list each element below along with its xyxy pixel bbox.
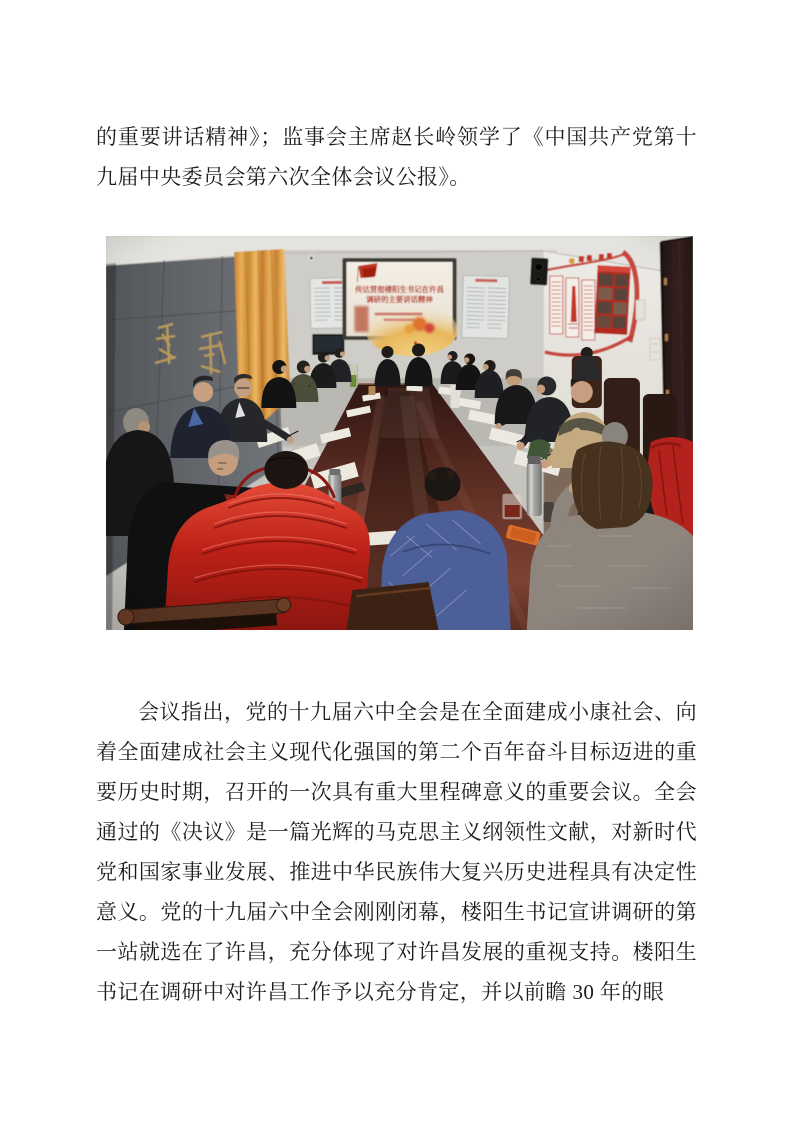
meeting-photo-svg xyxy=(106,236,693,630)
meeting-photo xyxy=(106,236,693,630)
body-paragraph: 会议指出，党的十九届六中全会是在全面建成小康社会、向着全面建成社会主义现代化强国的第二个百年奋斗目标迈进的重要历史时期，召开的一次具有重大里程碑意义的重要会议。全会通过的《决议》是一篇光辉的马克思主义纲领性文献，对新时代党和国家事业发展、推进中华民族伟大复兴历史进程具有决定性意义。党的十九届六中全会刚刚闭幕，楼阳生书记宣讲调研的第一站就选在了许昌，充分体现了对许昌发展的重视支持。楼阳生书记在调研中对许昌工作予以充分肯定，并以前瞻 30 年的眼 xyxy=(96,700,697,1004)
top-paragraph: 的重要讲话精神》；监事会主席赵长岭领学了《中国共产党第十九届中央委员会第六次全体会议公报》。 xyxy=(96,125,697,189)
